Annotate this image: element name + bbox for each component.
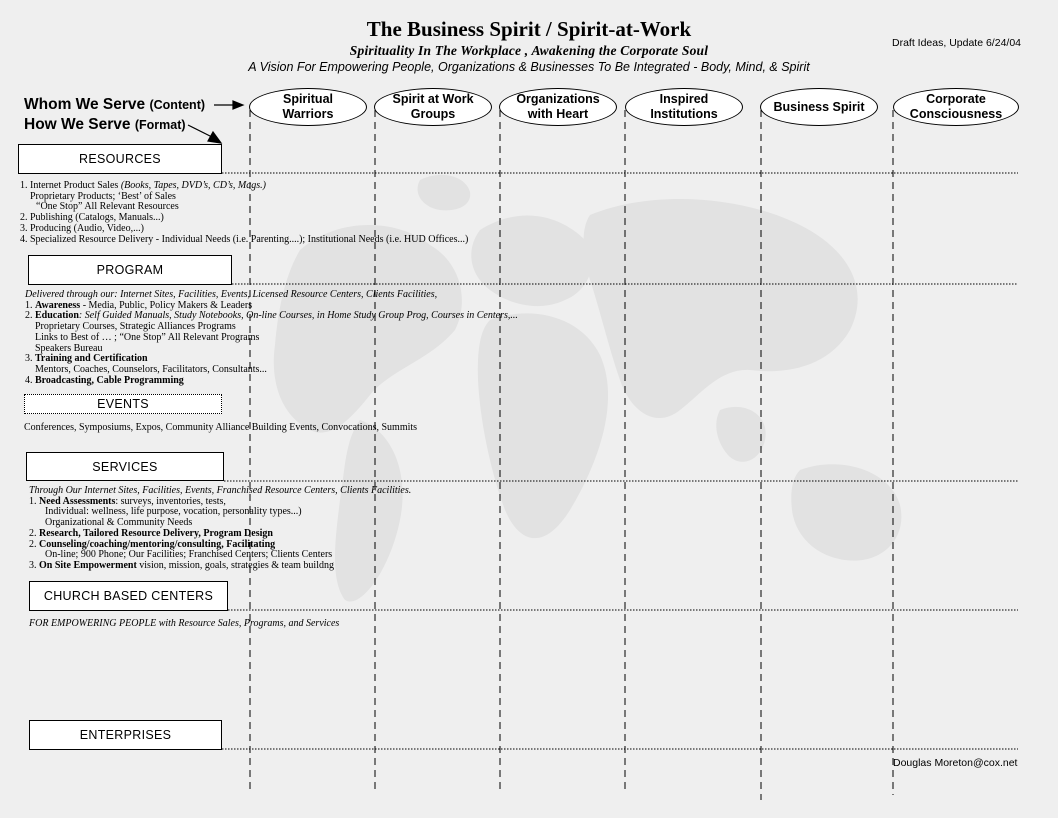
audience-spirit-at-work-groups: Spirit at Work Groups bbox=[374, 88, 492, 126]
content-arrow-icon bbox=[233, 101, 243, 109]
audience-corporate-consciousness: Corporate Consciousness bbox=[893, 88, 1019, 126]
church-description: FOR EMPOWERING PEOPLE with Resource Sales, Programs, and Services bbox=[29, 618, 340, 629]
church-based-centers-box: CHURCH BASED CENTERS bbox=[29, 581, 228, 611]
how-we-serve-label bbox=[24, 116, 186, 134]
page-subtitle: Spirituality In The Workplace , Awakening the Corporate Soul bbox=[349, 43, 709, 58]
enterprises-box: ENTERPRISES bbox=[29, 720, 222, 750]
draft-note: Draft Ideas, Update 6/24/04 bbox=[892, 37, 1021, 49]
vision-statement: A Vision For Empowering People, Organizations & Businesses To Be Integrated - Body, Mind, & Spirit bbox=[248, 60, 810, 74]
resources-list: 1. Internet Product Sales (Books, Tapes, DVD’s, CD’s, Mags.) Proprietary Products; ‘Best’ of Sales “One Stop” All Relevant Resources 2. Publishing (Catalogs, Manuals...) 3. Producing (Audio, Video,...) 4. Specialized Resource Delivery - Individual Needs (i.e. Parenting....); Institutional Needs (i.e. HUD Offices...) bbox=[20, 180, 469, 245]
program-box: PROGRAM bbox=[28, 255, 232, 285]
resources-box: RESOURCES bbox=[18, 144, 222, 174]
whom-we-serve-label bbox=[24, 96, 205, 114]
services-box: SERVICES bbox=[26, 452, 224, 481]
whom-text: Whom We Serve bbox=[24, 96, 146, 113]
audience-organizations-with-heart: Organizations with Heart bbox=[499, 88, 617, 126]
how-paren: (Format) bbox=[134, 118, 186, 132]
format-arrow-icon bbox=[208, 132, 221, 143]
audience-business-spirit: Business Spirit bbox=[760, 88, 878, 126]
services-list: Through Our Internet Sites, Facilities, Events, Franchised Resource Centers, Clients Facilities. 1. Need Assessments: surveys, inventories, tests, Individual: wellness, life purpose, vocation, personality types...) Organizational & Community Needs 2. Research, Tailored Resource Delivery, Program Design 2. Counseling/coaching/mentoring/consulting, Facilitating On-line; 900 Phone; Our Facilities; Franchised Centers; Clients Centers 3. On Site Empowerment vision, mission, goals, strategies & team buildng bbox=[29, 485, 412, 571]
author-email: Douglas Moreton@cox.net bbox=[893, 757, 1018, 769]
events-list: Conferences, Symposiums, Expos, Community Alliance Building Events, Convocations, Summits bbox=[24, 422, 418, 433]
audience-spiritual-warriors: Spiritual Warriors bbox=[249, 88, 367, 126]
program-list: Delivered through our: Internet Sites, Facilities, Events, Licensed Resource Centers, Clients Facilities, 1. Awareness - Media, Public, Policy Makers & Leaders 2. Education: Self Guided Manuals, Study Notebooks, On-line Courses, in Home Study Group Prog, Courses in Centers,... Proprietary Courses, Strategic Alliances Programs Links to Best of … ; “One Stop” All Relevant Programs Speakers Bureau 3. Training and Certification Mentors, Coaches, Counselors, Facilitators, Consultants... 4. Broadcasting, Cable Programming bbox=[25, 289, 518, 386]
whom-paren: (Content) bbox=[149, 98, 206, 112]
audience-inspired-institutions: Inspired Institutions bbox=[625, 88, 743, 126]
how-text: How We Serve bbox=[24, 116, 131, 133]
page-title: The Business Spirit / Spirit-at-Work bbox=[366, 17, 692, 41]
events-box: EVENTS bbox=[24, 394, 222, 414]
